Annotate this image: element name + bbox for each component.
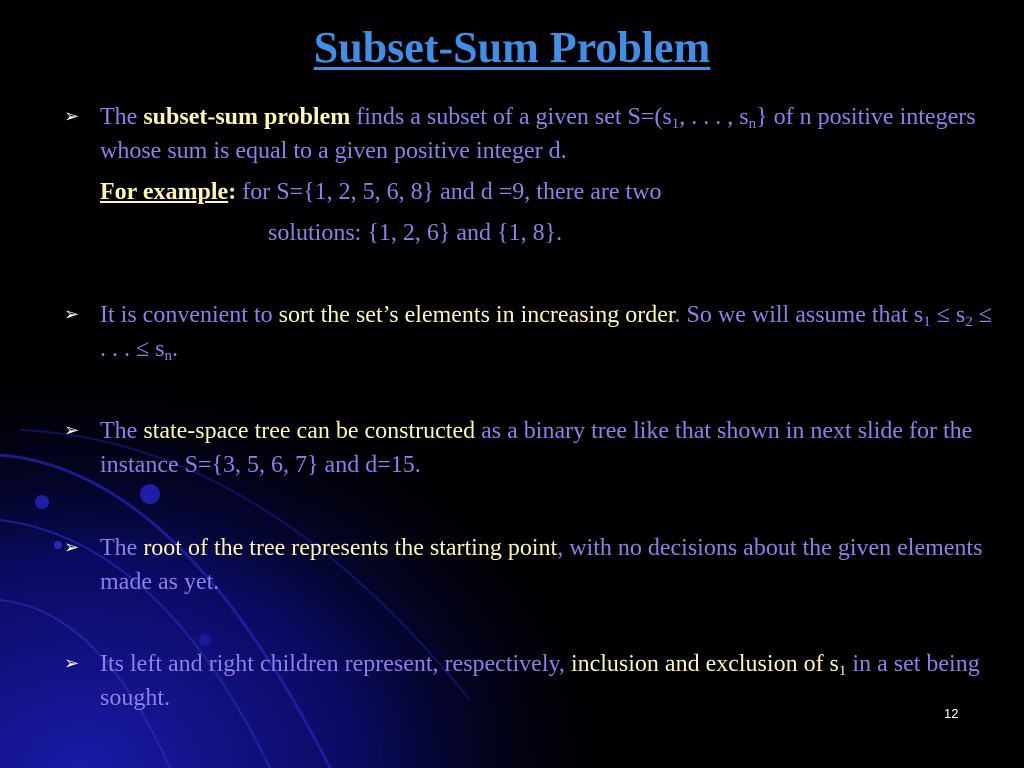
subscript: 1	[671, 116, 680, 132]
example-line	[100, 175, 1000, 209]
bullet-root	[64, 531, 1000, 599]
bullet-children	[64, 647, 1000, 715]
page-number: 12	[944, 706, 959, 721]
bullet-text: } of n positive integers whose sum is equal to a given positive integer d.	[100, 104, 976, 164]
subscript: n	[164, 348, 173, 364]
bullet-text: finds a subset of a given set S=(s	[350, 104, 672, 130]
bullet-text: The	[100, 418, 144, 444]
bullet-state-space	[64, 414, 1000, 482]
bullet-text: ≤ s	[930, 302, 966, 328]
arrow-bullet-icon: ➢	[64, 304, 80, 325]
bullet-text: It is convenient to	[100, 302, 279, 328]
bullet-definition	[64, 100, 1000, 168]
arrow-bullet-icon: ➢	[64, 106, 80, 127]
example-text: solutions: {1, 2, 6} and {1, 8}.	[268, 220, 563, 246]
bullet-text: in a set being sought.	[100, 651, 980, 711]
subscript: 1	[838, 663, 847, 679]
term-highlight: subset-sum problem	[143, 104, 351, 130]
bullet-text: . So we will assume that s	[674, 302, 924, 328]
subscript: n	[748, 116, 757, 132]
phrase-highlight: sort the set’s elements in increasing order	[278, 302, 675, 328]
bullet-text: The	[100, 535, 144, 561]
bullet-sort	[64, 298, 1000, 366]
example-text: for S={1, 2, 5, 6, 8} and d =9, there are two	[236, 179, 662, 205]
bullet-text: as a binary tree like that shown in next slide for the instance S={3, 5, 6, 7} and d=15.	[100, 418, 973, 478]
phrase-highlight: inclusion and exclusion of s	[570, 651, 839, 677]
phrase-highlight: state-space tree can be constructed	[143, 418, 476, 444]
bullet-text: , . . . , s	[679, 104, 749, 130]
arrow-bullet-icon: ➢	[64, 420, 80, 441]
bullet-text: Its left and right children represent, respectively,	[100, 651, 571, 677]
slide-title: Subset-Sum Problem	[313, 23, 711, 72]
bullet-text: , with no decisions about the given elements made as yet.	[100, 535, 983, 595]
arrow-bullet-icon: ➢	[64, 537, 80, 558]
example-label: For example	[100, 179, 229, 205]
bullet-text: .	[172, 336, 179, 362]
phrase-highlight: root of the tree represents the starting point	[143, 535, 558, 561]
bullet-text: ≤ . . . ≤ s	[100, 302, 992, 362]
arrow-bullet-icon: ➢	[64, 653, 80, 674]
subscript: 1	[923, 314, 931, 330]
subscript: 2	[965, 314, 973, 330]
bullet-text: The	[100, 104, 144, 130]
example-colon: :	[228, 179, 237, 205]
example-solutions	[268, 216, 968, 250]
